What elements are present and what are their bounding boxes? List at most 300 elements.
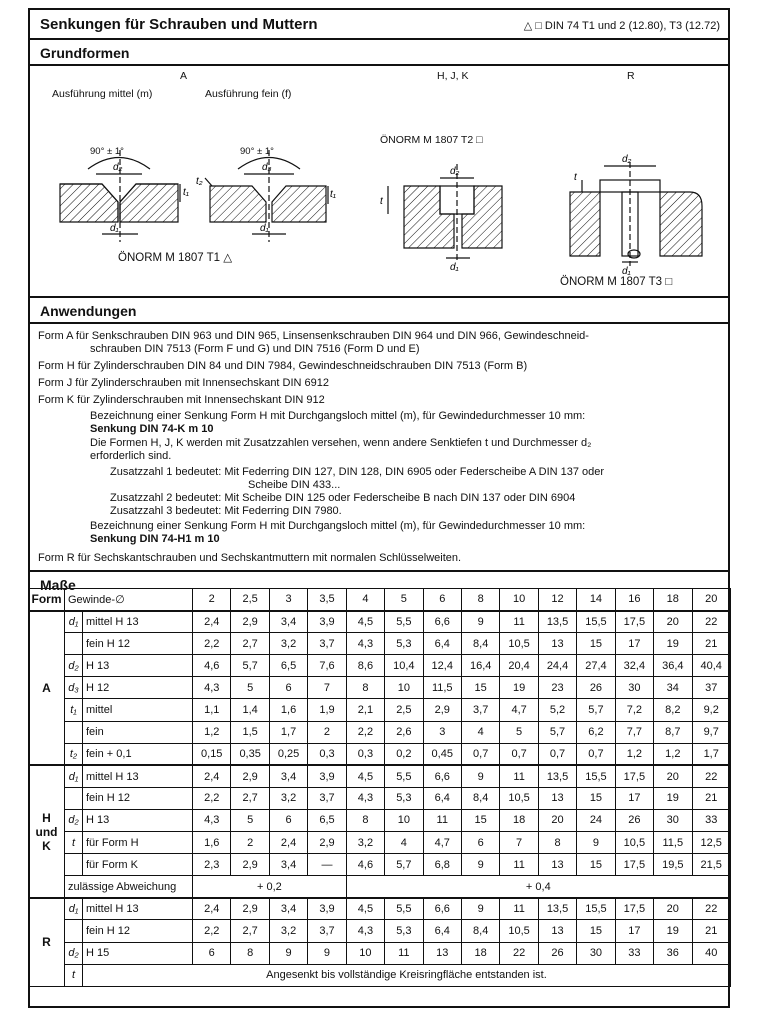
table-cell: 2,9 (423, 699, 461, 721)
table-cell: 6,6 (423, 765, 461, 787)
row-label: H 15 (83, 942, 193, 964)
table-cell: 22 (692, 611, 730, 633)
table-cell: 23 (538, 677, 576, 699)
table-cell: 7,2 (615, 699, 653, 721)
table-row (29, 611, 731, 633)
table-cell: 1,2 (654, 743, 692, 765)
tolerance-row (29, 876, 731, 898)
header-size: 12 (538, 589, 576, 611)
form-r-line: Form R für Sechskantschrauben und Sechskantmuttern mit normalen Schlüsselweiten. (38, 552, 462, 564)
table-cell: 3,2 (346, 832, 384, 854)
table-cell: 2,4 (193, 611, 231, 633)
table-cell: 4,5 (346, 765, 384, 787)
row-symbol: d₂ (65, 942, 83, 964)
table-row (29, 655, 731, 677)
table-cell: 15 (577, 633, 615, 655)
table-cell: 0,7 (538, 743, 576, 765)
table-cell: 1,2 (615, 743, 653, 765)
table-cell: 27,4 (577, 655, 615, 677)
table-cell: 7 (308, 677, 346, 699)
header-size: 8 (461, 589, 499, 611)
table-cell: 11 (500, 898, 538, 920)
table-cell: 3,9 (308, 898, 346, 920)
table-cell: 1,6 (269, 699, 307, 721)
table-cell: 0,35 (231, 743, 269, 765)
table-cell: 33 (692, 809, 730, 831)
table-cell: 6,2 (577, 721, 615, 743)
r-d2-symbol: d₂ (622, 154, 632, 165)
table-cell: 8 (346, 677, 384, 699)
table-cell: 5,5 (385, 611, 423, 633)
table-cell: 33 (615, 942, 653, 964)
table-cell: 1,2 (193, 721, 231, 743)
table-cell: 22 (500, 942, 538, 964)
header-size: 4 (346, 589, 384, 611)
table-cell: 13,5 (538, 611, 576, 633)
table-row (29, 832, 731, 854)
table-cell: 17,5 (615, 611, 653, 633)
table-cell: 4,5 (346, 611, 384, 633)
table-cell: 4,3 (193, 677, 231, 699)
table-cell: 19,5 (654, 854, 692, 876)
table-cell: 4,6 (193, 655, 231, 677)
grundformen-heading: Grundformen (40, 45, 130, 61)
table-cell: 5,7 (385, 854, 423, 876)
form-j-line: Form J für Zylinderschrauben mit Innensechskant DIN 6912 (38, 377, 330, 389)
table-row (29, 765, 731, 787)
label-form-r: R (627, 70, 635, 82)
table-cell: 7,6 (308, 655, 346, 677)
table-cell: 2,9 (231, 765, 269, 787)
table-cell: 3,2 (269, 633, 307, 655)
label-mittel: Ausführung mittel (m) (52, 88, 153, 100)
table-cell: 5,7 (231, 655, 269, 677)
table-cell: 9 (461, 765, 499, 787)
table-cell: 8,4 (461, 920, 499, 942)
a-fein-d3-symbol: d₃ (262, 162, 272, 173)
table-cell: 26 (615, 809, 653, 831)
table-cell: 0,7 (461, 743, 499, 765)
header-gewinde: Gewinde-∅ (65, 589, 193, 611)
header-size: 20 (692, 589, 730, 611)
bezeichnung-2-line-2: Senkung DIN 74-H1 m 10 (90, 533, 220, 545)
form-a-cell: A (29, 611, 65, 766)
table-cell: 2,2 (193, 787, 231, 809)
table-cell: 2,4 (269, 832, 307, 854)
table-cell: 0,2 (385, 743, 423, 765)
header-size: 2 (193, 589, 231, 611)
table-cell: 6,6 (423, 898, 461, 920)
table-cell: 1,1 (193, 699, 231, 721)
masse-heading: Maße (40, 577, 76, 593)
table-cell: 7 (500, 832, 538, 854)
table-cell: 6,5 (308, 809, 346, 831)
table-cell: 9 (577, 832, 615, 854)
table-cell: 8,4 (461, 787, 499, 809)
table-cell: 26 (538, 942, 576, 964)
angle-label-mittel: 90° ± 1° (90, 146, 124, 157)
a-mittel-t1-symbol: t₁ (183, 187, 189, 198)
header-size: 16 (615, 589, 653, 611)
row-symbol: d₂ (65, 809, 83, 831)
table-cell: 0,7 (500, 743, 538, 765)
table-cell: 2,2 (346, 721, 384, 743)
bezeichnung-1-line-1: Bezeichnung einer Senkung Form H mit Durchgangsloch mittel (m), für Gewindedurchmesser 10 mm: (90, 410, 586, 422)
table-cell: 11,5 (654, 832, 692, 854)
table-cell: 2,7 (231, 920, 269, 942)
table-cell: 1,4 (231, 699, 269, 721)
table-cell: 0,45 (423, 743, 461, 765)
table-cell: 15 (461, 809, 499, 831)
norm-t1: ÖNORM M 1807 T1 △ (118, 252, 233, 264)
table-cell: 3,4 (269, 611, 307, 633)
table-cell: 20,4 (500, 655, 538, 677)
table-cell: 6 (461, 832, 499, 854)
table-cell: 8 (538, 832, 576, 854)
table-cell: 20 (654, 898, 692, 920)
table-cell: 13 (538, 633, 576, 655)
header-size: 14 (577, 589, 615, 611)
table-header-row (29, 589, 731, 611)
table-cell: 3,2 (269, 920, 307, 942)
table-row (29, 809, 731, 831)
table-cell: 10,5 (500, 787, 538, 809)
figure-hjk (388, 164, 502, 260)
hjk-d2-symbol: d₂ (450, 166, 460, 177)
table-cell: 10 (385, 809, 423, 831)
row-symbol (65, 633, 83, 655)
table-cell: 20 (654, 611, 692, 633)
row-label: fein H 12 (83, 920, 193, 942)
countersink-drawings (30, 66, 730, 296)
table-cell: 2,7 (231, 787, 269, 809)
table-cell: 6,8 (423, 854, 461, 876)
table-cell: 2,2 (193, 920, 231, 942)
hjk-t-symbol: t (380, 196, 383, 207)
table-cell: 5 (231, 677, 269, 699)
header-size: 6 (423, 589, 461, 611)
row-label: H 13 (83, 655, 193, 677)
table-cell: 10 (346, 942, 384, 964)
table-cell: 0,3 (308, 743, 346, 765)
table-cell: 2 (231, 832, 269, 854)
header (30, 10, 728, 40)
table-cell: 6 (193, 942, 231, 964)
table-cell: 30 (615, 677, 653, 699)
form-hk-cell: H und K (29, 765, 65, 898)
r-t-text: Angesenkt bis vollständige Kreisringfläche entstanden ist. (83, 964, 731, 986)
table-cell: 9,7 (692, 721, 730, 743)
table-cell: 2,4 (193, 765, 231, 787)
table-cell: 40 (692, 942, 730, 964)
table-cell: 21 (692, 920, 730, 942)
table-cell: 8 (231, 942, 269, 964)
table-cell: 13,5 (538, 898, 576, 920)
table-cell: 4,3 (346, 787, 384, 809)
table-cell: 3,4 (269, 854, 307, 876)
bezeichnung-1-line-2: Senkung DIN 74-K m 10 (90, 423, 214, 435)
row-symbol: t (65, 832, 83, 854)
table-cell: 36,4 (654, 655, 692, 677)
form-r-cell: R (29, 898, 65, 986)
row-symbol (65, 854, 83, 876)
row-label: mittel (83, 699, 193, 721)
formen-line-2: erforderlich sind. (90, 450, 172, 462)
table-cell: 11 (500, 854, 538, 876)
header-size: 3 (269, 589, 307, 611)
table-cell: 4 (385, 832, 423, 854)
header-size: 5 (385, 589, 423, 611)
a-fein-d1-symbol: d₁ (260, 223, 269, 234)
table-cell: 24 (577, 809, 615, 831)
table-cell: 10 (385, 677, 423, 699)
row-label: mittel H 13 (83, 765, 193, 787)
table-cell: 37 (692, 677, 730, 699)
table-cell: 2,9 (231, 854, 269, 876)
table-cell: 4,7 (500, 699, 538, 721)
table-cell: 3,7 (461, 699, 499, 721)
table-cell: 5,5 (385, 765, 423, 787)
form-a-line-1: Form A für Senkschrauben DIN 963 und DIN 965, Linsensenkschrauben DIN 964 und DIN 966, Gewindeschneid- (38, 330, 589, 342)
table-cell: 2,9 (308, 832, 346, 854)
table-cell: 10,5 (500, 633, 538, 655)
table-cell: 6 (269, 809, 307, 831)
table-cell: 1,5 (231, 721, 269, 743)
table-cell: 4,7 (423, 832, 461, 854)
table-cell: 17 (615, 787, 653, 809)
tolerance-small: + 0,2 (193, 876, 347, 898)
table-row (29, 721, 731, 743)
table-cell: 30 (654, 809, 692, 831)
table-cell: 6,4 (423, 920, 461, 942)
table-cell: 2,5 (385, 699, 423, 721)
table-cell: 10,4 (385, 655, 423, 677)
table-cell: 6,4 (423, 787, 461, 809)
table-row (29, 854, 731, 876)
table-cell: 24,4 (538, 655, 576, 677)
zusatzzahl-1-line-1: Zusatzzahl 1 bedeutet: Mit Federring DIN 127, DIN 128, DIN 6905 oder Federscheibe A DIN 137 oder (110, 466, 605, 478)
table-cell: 1,6 (193, 832, 231, 854)
table-cell: 21,5 (692, 854, 730, 876)
table-cell: 6,5 (269, 655, 307, 677)
a-fein-t2-symbol: t₂ (196, 176, 203, 187)
row-label: mittel H 13 (83, 611, 193, 633)
row-label: für Form K (83, 854, 193, 876)
table-cell: 15,5 (577, 611, 615, 633)
anwendungen-header (30, 298, 728, 324)
table-cell: 9 (308, 942, 346, 964)
table-cell: 5,3 (385, 920, 423, 942)
table-cell: 18 (461, 942, 499, 964)
tolerance-label: zulässige Abweichung (65, 876, 193, 898)
row-label: fein (83, 721, 193, 743)
header-size: 18 (654, 589, 692, 611)
dimensions-table (28, 588, 731, 987)
table-cell: 32,4 (615, 655, 653, 677)
table-cell: 12,5 (692, 832, 730, 854)
table-cell: 11 (385, 942, 423, 964)
din-reference: △ □ DIN 74 T1 und 2 (12.80), T3 (12.72) (523, 20, 720, 32)
table-cell: 7,7 (615, 721, 653, 743)
r-t-symbol: t (65, 964, 83, 986)
row-label: mittel H 13 (83, 898, 193, 920)
table-cell: 1,7 (692, 743, 730, 765)
anwendungen-heading: Anwendungen (40, 303, 137, 319)
table-cell: 13 (423, 942, 461, 964)
table-cell: 2,4 (193, 898, 231, 920)
table-cell: 5,3 (385, 633, 423, 655)
table-cell: 13 (538, 920, 576, 942)
table-cell: 15 (577, 920, 615, 942)
table-cell: 3,9 (308, 765, 346, 787)
table-cell: 15 (461, 677, 499, 699)
table-row (29, 898, 731, 920)
row-label: für Form H (83, 832, 193, 854)
label-form-a: A (180, 70, 188, 82)
table-cell: 5,2 (538, 699, 576, 721)
norm-t3: ÖNORM M 1807 T3 □ (560, 276, 673, 288)
table-cell: 3,4 (269, 765, 307, 787)
table-cell: 34 (654, 677, 692, 699)
header-size: 3,5 (308, 589, 346, 611)
table-cell: 5,7 (577, 699, 615, 721)
label-fein: Ausführung fein (f) (205, 88, 292, 100)
table-cell: 19 (654, 920, 692, 942)
table-cell: 30 (577, 942, 615, 964)
label-form-hjk: H, J, K (437, 70, 469, 82)
table-cell: 4,3 (193, 809, 231, 831)
table-cell: 20 (654, 765, 692, 787)
table-cell: 17 (615, 920, 653, 942)
page-title: Senkungen für Schrauben und Muttern (40, 16, 318, 33)
form-a-line-2: schrauben DIN 7513 (Form F und G) und DIN 7516 (Form D und E) (90, 343, 420, 355)
a-fein-t1-symbol: t₁ (330, 189, 336, 200)
norm-t2: ÖNORM M 1807 T2 □ (380, 134, 483, 146)
table-cell: 26 (577, 677, 615, 699)
table-cell: 9,2 (692, 699, 730, 721)
table-cell: 13,5 (538, 765, 576, 787)
formen-line-1: Die Formen H, J, K werden mit Zusatzzahlen versehen, wenn andere Senktiefen t und Durchmesser d₂ (90, 437, 592, 449)
table-cell: 10,5 (500, 920, 538, 942)
table-cell: 0,25 (269, 743, 307, 765)
table-cell: 4 (461, 721, 499, 743)
r-d1-symbol: d₁ (622, 266, 631, 277)
table-cell: 3,7 (308, 787, 346, 809)
table-cell: 15 (577, 787, 615, 809)
table-cell: 8 (346, 809, 384, 831)
row-symbol: d₃ (65, 677, 83, 699)
form-h-line: Form H für Zylinderschrauben DIN 84 und DIN 7984, Gewindeschneidschrauben DIN 7513 (Form B) (38, 360, 528, 372)
table-cell: 3,7 (308, 633, 346, 655)
row-symbol: d₂ (65, 655, 83, 677)
table-cell: 17,5 (615, 898, 653, 920)
table-cell: 8,6 (346, 655, 384, 677)
row-symbol: t₂ (65, 743, 83, 765)
row-symbol (65, 787, 83, 809)
table-cell: 9 (461, 898, 499, 920)
table-cell: 4,3 (346, 633, 384, 655)
table-row (29, 699, 731, 721)
table-cell: 1,7 (269, 721, 307, 743)
table-cell: 3 (423, 721, 461, 743)
table-cell: 2 (308, 721, 346, 743)
table-cell: 5 (231, 809, 269, 831)
table-cell: 2,1 (346, 699, 384, 721)
table-cell: 13 (538, 787, 576, 809)
table-cell: 17,5 (615, 765, 653, 787)
table-row (29, 677, 731, 699)
table-cell: 21 (692, 633, 730, 655)
table-cell: 2,2 (193, 633, 231, 655)
angle-label-fein: 90° ± 1° (240, 146, 274, 157)
table-cell: 18 (500, 809, 538, 831)
table-cell: 36 (654, 942, 692, 964)
row-label: fein H 12 (83, 633, 193, 655)
table-row (29, 743, 731, 765)
table-cell: 17 (615, 633, 653, 655)
row-label: H 13 (83, 809, 193, 831)
r-t-row (29, 964, 731, 986)
table-cell: 5 (500, 721, 538, 743)
row-symbol: d₁ (65, 611, 83, 633)
anwendungen-body (30, 324, 728, 572)
table-cell: 5,3 (385, 787, 423, 809)
header-form: Form (29, 589, 65, 611)
table-row (29, 787, 731, 809)
table-cell: 0,7 (577, 743, 615, 765)
table-row (29, 942, 731, 964)
r-t-symbol: t (574, 172, 577, 183)
table-cell: 17,5 (615, 854, 653, 876)
table-cell: 15 (577, 854, 615, 876)
table-cell: 6,6 (423, 611, 461, 633)
header-size: 10 (500, 589, 538, 611)
zusatzzahl-1-line-2: Scheibe DIN 433... (248, 479, 341, 491)
table-cell: 5,7 (538, 721, 576, 743)
table-cell: 13 (538, 854, 576, 876)
a-mittel-d1-symbol: d₁ (110, 223, 119, 234)
header-size: 2,5 (231, 589, 269, 611)
figure-r (570, 162, 702, 266)
table-cell: 21 (692, 787, 730, 809)
table-cell: 0,3 (346, 743, 384, 765)
grundformen-header (30, 40, 728, 66)
table-cell: 2,9 (231, 611, 269, 633)
table-cell: 9 (461, 854, 499, 876)
table-cell: 3,2 (269, 787, 307, 809)
row-symbol: d₁ (65, 765, 83, 787)
row-symbol (65, 920, 83, 942)
table-cell: — (308, 854, 346, 876)
table-cell: 2,9 (231, 898, 269, 920)
table-cell: 8,7 (654, 721, 692, 743)
table-cell: 19 (654, 633, 692, 655)
table-row (29, 633, 731, 655)
hjk-d1-symbol: d₁ (450, 262, 459, 273)
table-cell: 19 (654, 787, 692, 809)
form-k-line: Form K für Zylinderschrauben mit Innensechskant DIN 912 (38, 394, 325, 406)
table-cell: 1,9 (308, 699, 346, 721)
row-symbol: t₁ (65, 699, 83, 721)
table-cell: 19 (500, 677, 538, 699)
table-cell: 15,5 (577, 898, 615, 920)
table-cell: 15,5 (577, 765, 615, 787)
table-cell: 9 (269, 942, 307, 964)
table-cell: 10,5 (615, 832, 653, 854)
table-cell: 0,15 (193, 743, 231, 765)
table-cell: 4,3 (346, 920, 384, 942)
table-cell: 12,4 (423, 655, 461, 677)
